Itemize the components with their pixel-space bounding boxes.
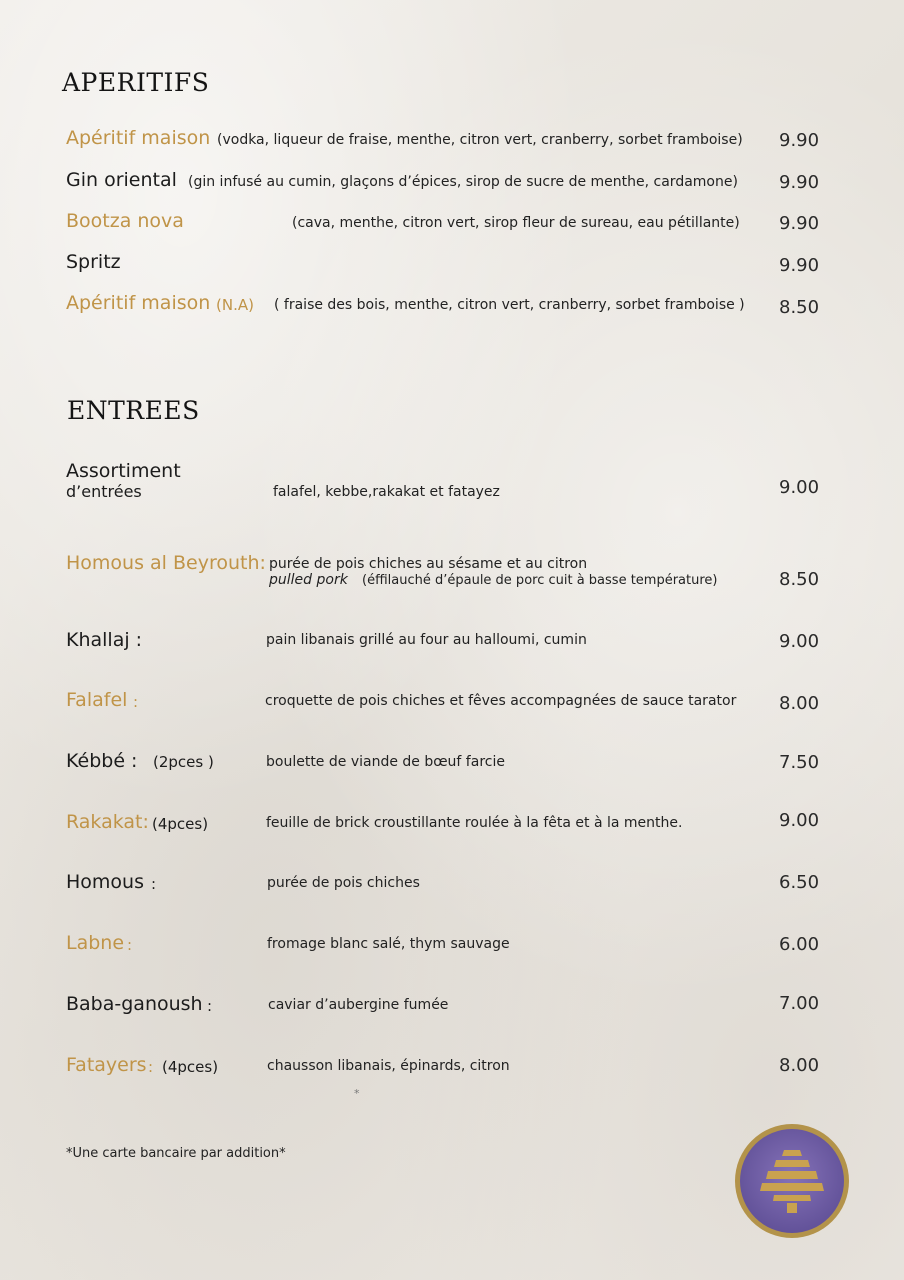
item-quantity: (4pces) — [152, 815, 209, 833]
item-name: Labne — [66, 932, 125, 954]
logo-emblem — [732, 1121, 852, 1241]
item-quantity: (4pces) — [162, 1058, 219, 1076]
item-name-line2: d’entrées — [66, 482, 142, 501]
item-price: 6.00 — [779, 934, 820, 955]
item-name: Fatayers — [66, 1054, 147, 1076]
item-price: 9.90 — [779, 130, 820, 151]
item-price: 6.50 — [779, 872, 820, 893]
item-name: Falafel — [66, 689, 128, 711]
item-price: 9.00 — [779, 477, 820, 498]
item-name: Homous al Beyrouth: — [66, 552, 266, 574]
item-description: boulette de viande de bœuf farcie — [266, 754, 505, 770]
item-price: 7.00 — [779, 993, 820, 1014]
item-description: purée de pois chiches au sésame et au citron — [269, 556, 588, 572]
item-description: ( fraise des bois, menthe, citron vert, cranberry, sorbet framboise ) — [274, 297, 745, 313]
item-price: 9.90 — [779, 172, 820, 193]
item-name: Bootza nova — [66, 210, 184, 232]
item-price: 8.50 — [779, 297, 820, 318]
item-description: croquette de pois chiches et fêves accompagnées de sauce tarator — [265, 693, 737, 709]
item-name: Homous — [66, 871, 144, 893]
section-title-entrees: ENTREES — [67, 396, 200, 425]
item-description: feuille de brick croustillante roulée à la fêta et à la menthe. — [266, 815, 683, 831]
item-name: Spritz — [66, 251, 121, 273]
item-name-suffix: : — [127, 936, 133, 954]
item-name: Apéritif maison — [66, 292, 211, 314]
item-description: purée de pois chiches — [267, 875, 420, 891]
item-name: Kébbé : — [66, 750, 138, 772]
item-name: Rakakat: — [66, 811, 149, 833]
item-price: 9.90 — [779, 255, 820, 276]
section-title-aperitifs: APERITIFS — [62, 68, 210, 97]
item-description-line2: (éffilauché d’épaule de porc cuit à basse température) — [362, 573, 718, 588]
item-quantity: (2pces ) — [153, 753, 214, 771]
cedar-tree-icon — [732, 1121, 852, 1241]
item-price: 9.00 — [779, 810, 820, 831]
item-name-suffix: : — [207, 997, 213, 1015]
item-description: (cava, menthe, citron vert, sirop fleur de sureau, eau pétillante) — [292, 215, 740, 231]
item-name: Khallaj : — [66, 629, 143, 651]
item-description: (gin infusé au cumin, glaçons d’épices, sirop de sucre de menthe, cardamone) — [188, 174, 738, 190]
item-description: caviar d’aubergine fumée — [268, 997, 449, 1013]
item-description: pain libanais grillé au four au halloumi, cumin — [266, 632, 587, 648]
item-price: 8.00 — [779, 1055, 820, 1076]
payment-note: *Une carte bancaire par addition* — [66, 1146, 286, 1161]
item-name: Gin oriental — [66, 169, 177, 191]
item-description: falafel, kebbe,rakakat et fatayez — [273, 484, 500, 500]
item-price: 8.00 — [779, 693, 820, 714]
item-name: Baba-ganoush — [66, 993, 203, 1015]
item-tag: (N.A) — [216, 296, 254, 314]
item-name: Assortiment — [66, 460, 181, 482]
asterisk-mark: * — [354, 1087, 360, 1100]
item-name-suffix: : — [148, 1058, 154, 1076]
item-description: fromage blanc salé, thym sauvage — [267, 936, 510, 952]
item-description: (vodka, liqueur de fraise, menthe, citron vert, cranberry, sorbet framboise) — [217, 132, 743, 148]
item-name-suffix: : — [133, 693, 139, 711]
item-description-italic: pulled pork — [269, 572, 348, 588]
item-description: chausson libanais, épinards, citron — [267, 1058, 510, 1074]
item-name-suffix: : — [151, 875, 157, 893]
item-price: 8.50 — [779, 569, 820, 590]
item-name: Apéritif maison — [66, 127, 211, 149]
item-price: 9.90 — [779, 213, 820, 234]
item-price: 7.50 — [779, 752, 820, 773]
item-price: 9.00 — [779, 631, 820, 652]
